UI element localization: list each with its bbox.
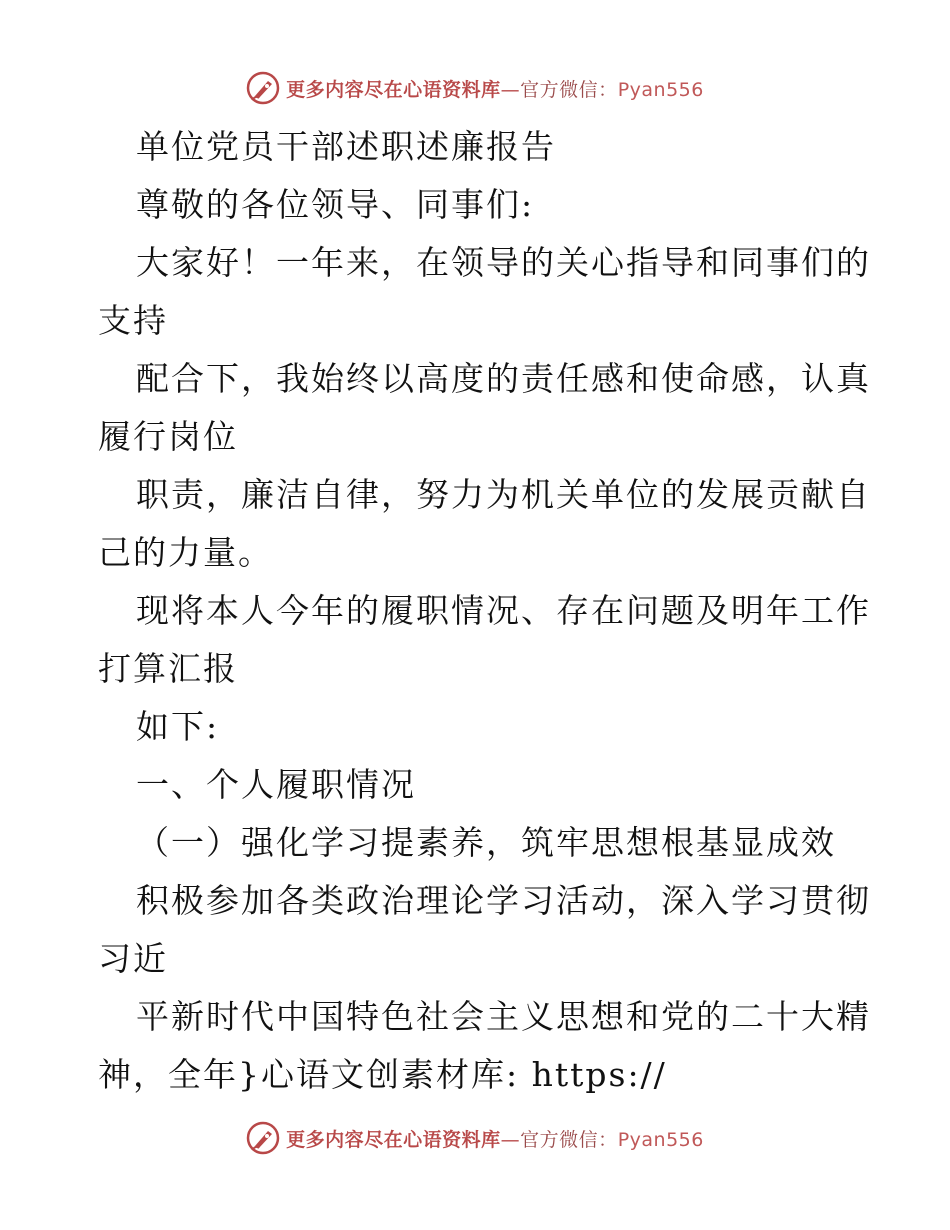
pen-nib-logo-icon bbox=[246, 1121, 280, 1155]
footer-banner-sub: 官方微信： bbox=[520, 1128, 618, 1151]
document-line: 支持 bbox=[98, 301, 168, 340]
header-banner-id: Pyan556 bbox=[617, 78, 704, 101]
footer-banner-main: 更多内容尽在心语资料库 bbox=[286, 1128, 501, 1151]
document-line: 尊敬的各位领导、同事们: bbox=[136, 185, 535, 224]
header-banner-main: 更多内容尽在心语资料库 bbox=[286, 78, 501, 101]
document-line: 己的力量。 bbox=[98, 533, 273, 572]
document-title: 单位党员干部述职述廉报告 bbox=[136, 127, 556, 166]
document-line: 大家好！一年来，在领导的关心指导和同事们的 bbox=[136, 243, 871, 282]
subsection-heading: （一）强化学习提素养，筑牢思想根基显成效 bbox=[136, 823, 836, 862]
document-line: 如下: bbox=[136, 707, 220, 746]
document-body bbox=[98, 118, 871, 1104]
document-line: 配合下，我始终以高度的责任感和使命感，认真 bbox=[136, 359, 871, 398]
header-banner bbox=[0, 68, 950, 108]
document-line: 现将本人今年的履职情况、存在问题及明年工作 bbox=[136, 591, 871, 630]
document-line: 习近 bbox=[98, 939, 168, 978]
document-line: 履行岗位 bbox=[98, 417, 238, 456]
header-banner-text bbox=[286, 75, 704, 102]
document-line: 积极参加各类政治理论学习活动，深入学习贯彻 bbox=[136, 881, 871, 920]
pen-nib-logo-icon bbox=[246, 71, 280, 105]
footer-banner-dash: — bbox=[500, 1128, 521, 1151]
footer-banner-id: Pyan556 bbox=[617, 1128, 704, 1151]
header-banner-sub: 官方微信： bbox=[520, 78, 618, 101]
section-heading: 一、个人履职情况 bbox=[136, 765, 416, 804]
document-line: 神，全年}心语文创素材库: https:// bbox=[98, 1055, 667, 1094]
footer-banner bbox=[0, 1118, 950, 1158]
footer-banner-text bbox=[286, 1125, 704, 1152]
document-line: 职责，廉洁自律，努力为机关单位的发展贡献自 bbox=[136, 475, 871, 514]
document-line: 打算汇报 bbox=[98, 649, 238, 688]
header-banner-dash: — bbox=[500, 78, 521, 101]
document-line: 平新时代中国特色社会主义思想和党的二十大精 bbox=[136, 997, 871, 1036]
